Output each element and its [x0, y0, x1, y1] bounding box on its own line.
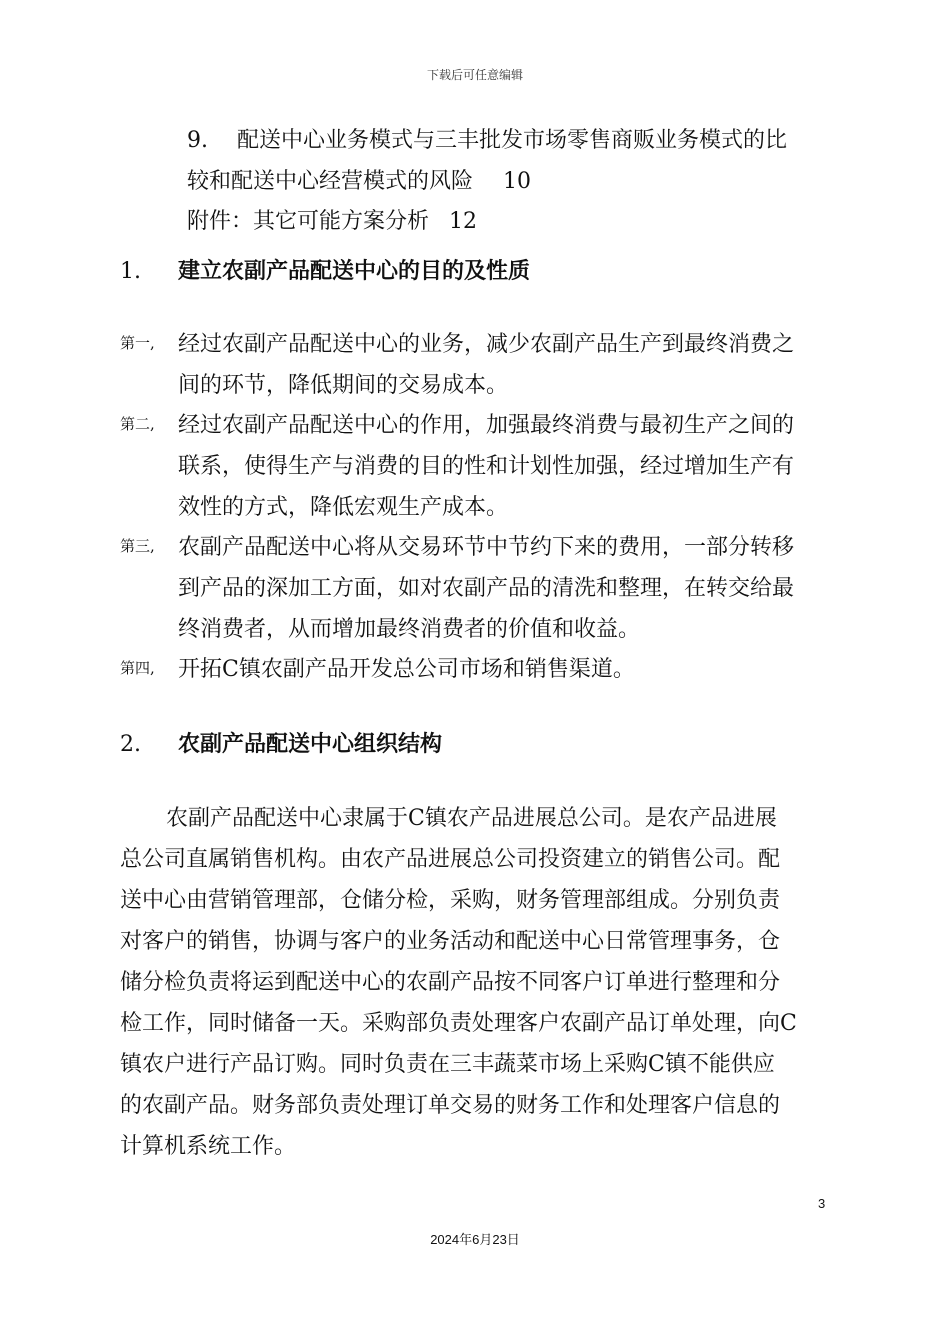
paragraph-line: 镇农户进行产品订购。同时负责在三丰蔬菜市场上采购C镇不能供应 [120, 1052, 775, 1077]
page-header: 下载后可任意编辑 [426, 68, 523, 82]
toc-item-9 [187, 123, 787, 154]
section-heading [120, 727, 442, 758]
section-title: 农副产品配送中心组织结构 [178, 732, 443, 757]
page-number: 3 [818, 1196, 826, 1211]
paragraph-line: 储分检负责将运到配送中心的农副产品按不同客户订单进行整理和分 [120, 970, 781, 995]
list-item-label: 第四, [120, 659, 155, 677]
paragraph-line: 总公司直属销售机构。由农产品进展总公司投资建立的销售公司。配 [120, 847, 781, 872]
section-title: 建立农副产品配送中心的目的及性质 [178, 259, 531, 284]
paragraph-line: 送中心由营销管理部，仓储分检，采购，财务管理部组成。分别负责 [120, 888, 781, 913]
list-item-line: 开拓C镇农副产品开发总公司市场和销售渠道。 [178, 657, 635, 682]
list-item-line: 效性的方式，降低宏观生产成本。 [178, 495, 509, 520]
paragraph-line: 检工作，同时储备一天。采购部负责处理客户农副产品订单处理，向C [120, 1011, 797, 1036]
section-heading [120, 254, 530, 285]
section-number: 2. [120, 732, 141, 757]
paragraph-line: 计算机系统工作。 [120, 1134, 297, 1159]
list-item-line: 农副产品配送中心将从交易环节中节约下来的费用，一部分转移 [178, 535, 795, 560]
paragraph-line: 的农副产品。财务部负责处理订单交易的财务工作和处理客户信息的 [120, 1093, 781, 1118]
section-number: 1. [120, 259, 141, 284]
list-item-label: 第三, [120, 537, 155, 555]
paragraph-line: 对客户的销售，协调与客户的业务活动和配送中心日常管理事务，仓 [120, 929, 781, 954]
list-item-line: 终消费者，从而增加最终消费者的价值和收益。 [178, 617, 641, 642]
toc-item-number: 9. [187, 128, 208, 153]
paragraph-line: 农副产品配送中心隶属于C镇农产品进展总公司。是农产品进展 [166, 806, 777, 831]
list-item-line: 联系，使得生产与消费的目的性和计划性加强，经过增加生产有 [178, 454, 795, 479]
list-item-line: 经过农副产品配送中心的业务，减少农副产品生产到最终消费之 [178, 332, 795, 357]
toc-item-text: 较和配送中心经营模式的风险 [187, 169, 474, 194]
list-item-label: 第二, [120, 415, 155, 433]
list-item-line: 经过农副产品配送中心的作用，加强最终消费与最初生产之间的 [178, 413, 795, 438]
page-footer-date: 2024年6月23日 [430, 1232, 520, 1247]
toc-appendix [187, 204, 477, 235]
list-item-line: 到产品的深加工方面，如对农副产品的清洗和整理，在转交给最 [178, 576, 795, 601]
toc-item-text: 配送中心业务模式与三丰批发市场零售商贩业务模式的比 [237, 128, 788, 153]
toc-item-text: 附件：其它可能方案分析 [187, 209, 430, 234]
list-item-label: 第一, [120, 334, 155, 352]
toc-page-number: 10 [503, 169, 532, 194]
list-item-line: 间的环节，降低期间的交易成本。 [178, 373, 509, 398]
toc-item-9-continued [187, 164, 531, 195]
toc-page-number: 12 [449, 209, 478, 234]
